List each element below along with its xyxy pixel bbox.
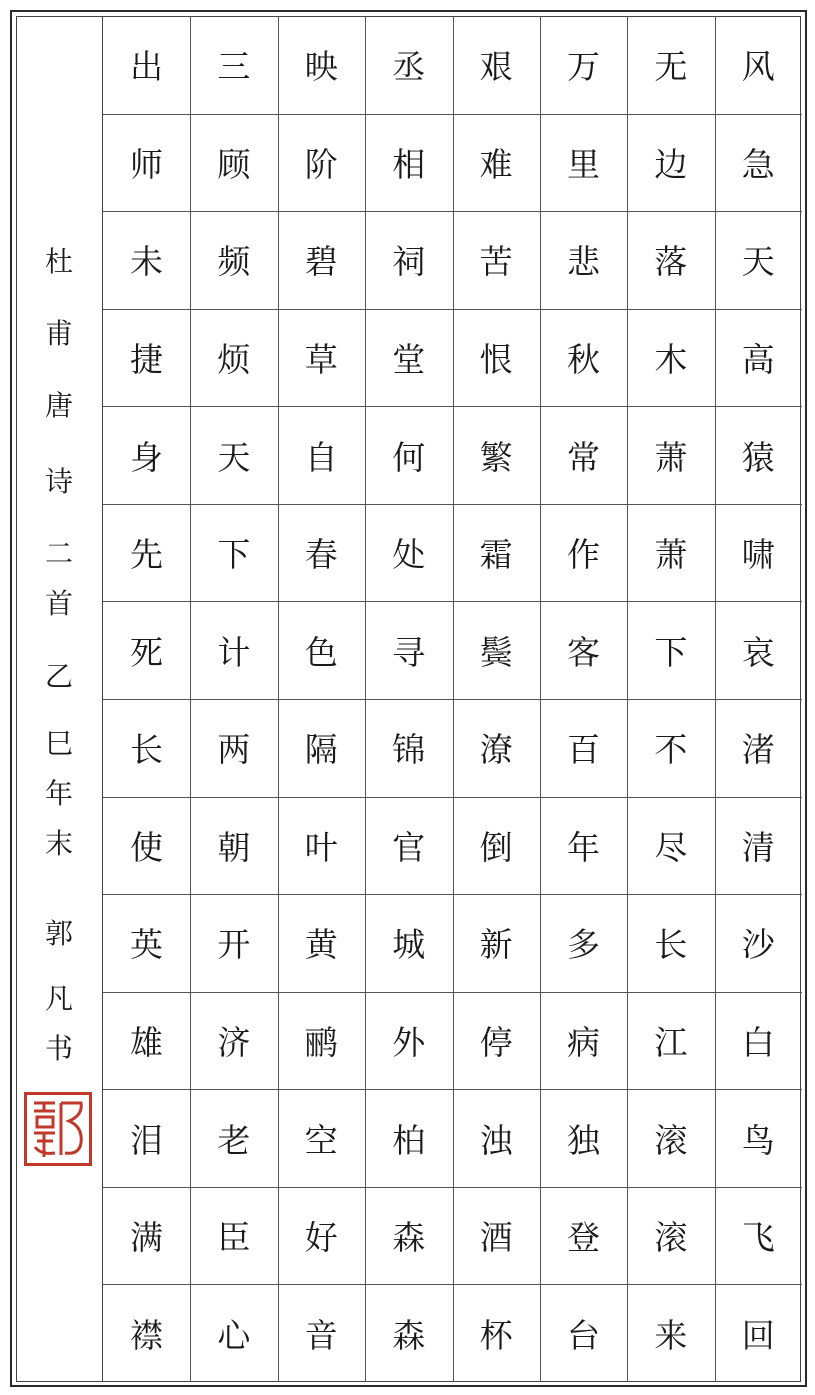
grid-cell-character: 急 — [741, 144, 775, 184]
grid-cell-character: 满 — [130, 1218, 163, 1258]
grid-cell-character: 鬓 — [479, 632, 513, 672]
grid-cell-character: 台 — [567, 1315, 600, 1355]
grid-cell-character: 天 — [217, 437, 251, 477]
grid-cell-character: 相 — [392, 144, 426, 184]
grid-cell-character: 先 — [130, 535, 163, 575]
grid-cell-character: 下 — [217, 535, 251, 575]
grid-cell-character: 出 — [130, 47, 163, 87]
grid-cell-character: 阶 — [304, 144, 338, 184]
grid-cell-character: 潦 — [479, 730, 513, 770]
grid-cell-character: 堂 — [392, 339, 426, 379]
signature-column — [16, 16, 102, 1382]
grid-cell-character: 外 — [392, 1022, 426, 1062]
grid-cell-character: 身 — [130, 437, 163, 477]
grid-cell-character: 尽 — [654, 827, 688, 867]
signature-character: 二 — [44, 537, 73, 570]
grid-cell-character: 老 — [217, 1120, 251, 1160]
grid-cell-character: 白 — [741, 1022, 775, 1062]
grid-cell-character: 何 — [392, 437, 426, 477]
grid-cell-character: 江 — [654, 1022, 688, 1062]
signature-character: 诗 — [44, 465, 73, 498]
grid-cell-character: 哀 — [741, 632, 775, 672]
grid-cell-character: 春 — [304, 535, 338, 575]
grid-cell-character: 难 — [479, 144, 513, 184]
grid-cell-character: 官 — [392, 827, 426, 867]
signature-character: 郭 — [44, 917, 73, 950]
signature-character: 唐 — [44, 389, 73, 422]
signature-character: 凡 — [44, 982, 73, 1015]
grid-cell-character: 处 — [392, 535, 426, 575]
grid-cell-character: 不 — [654, 730, 688, 770]
grid-cell-character: 森 — [392, 1218, 426, 1258]
signature-character: 书 — [44, 1032, 73, 1065]
grid-cell-character: 开 — [217, 925, 251, 965]
grid-cell-character: 啸 — [741, 535, 775, 575]
grid-cell-character: 鹂 — [304, 1022, 338, 1062]
grid-cell-character: 落 — [654, 242, 688, 282]
grid-cell-character: 襟 — [130, 1315, 163, 1355]
grid-cell-character: 悲 — [567, 242, 600, 282]
grid-cell-character: 沙 — [741, 925, 775, 965]
grid-cell-character: 师 — [130, 144, 163, 184]
grid-cell-character: 城 — [392, 925, 426, 965]
grid-cell-character: 登 — [567, 1218, 600, 1258]
grid-cell-character: 长 — [654, 925, 688, 965]
grid-cell-character: 频 — [217, 242, 251, 282]
grid-cell-character: 里 — [567, 144, 600, 184]
grid-cell-character: 年 — [567, 827, 600, 867]
seal-glyph-icon — [29, 1097, 87, 1161]
signature-character: 巳 — [44, 727, 73, 760]
grid-cell-character: 隔 — [304, 730, 338, 770]
grid-cell-character: 自 — [304, 437, 338, 477]
grid-cell-character: 映 — [304, 47, 338, 87]
poem-column — [453, 16, 540, 1382]
grid-cell-character: 色 — [304, 632, 338, 672]
grid-cell-character: 两 — [217, 730, 251, 770]
grid-cell-character: 病 — [567, 1022, 600, 1062]
grid-cell-character: 雄 — [130, 1022, 163, 1062]
grid-cell-character: 常 — [567, 437, 600, 477]
grid-cell-character: 渚 — [741, 730, 775, 770]
grid-cell-character: 计 — [217, 632, 251, 672]
grid-cell-character: 浊 — [479, 1120, 513, 1160]
grid-cell-character: 无 — [654, 47, 688, 87]
signature-character: 首 — [44, 587, 73, 620]
grid-cell-character: 顾 — [217, 144, 251, 184]
grid-cell-character: 使 — [130, 827, 163, 867]
grid-cell-character: 木 — [654, 339, 688, 379]
poem-column — [627, 16, 714, 1382]
grid-cell-character: 捷 — [130, 339, 163, 379]
grid-cell-character: 萧 — [654, 535, 688, 575]
grid-cell-character: 艰 — [479, 47, 513, 87]
signature-character: 乙 — [44, 660, 73, 693]
grid-cell-character: 未 — [130, 242, 163, 282]
grid-cell-character: 停 — [479, 1022, 513, 1062]
grid-cell-character: 寻 — [392, 632, 426, 672]
grid-cell-character: 祠 — [392, 242, 426, 282]
poem-column — [365, 16, 452, 1382]
red-seal-stamp — [24, 1092, 92, 1166]
grid-cell-character: 酒 — [479, 1218, 513, 1258]
grid-cell-character: 万 — [567, 47, 600, 87]
poem-column — [278, 16, 365, 1382]
grid-cell-character: 倒 — [479, 827, 513, 867]
grid-cell-character: 朝 — [217, 827, 251, 867]
poem-column — [103, 16, 190, 1382]
grid-cell-character: 音 — [304, 1315, 338, 1355]
grid-cell-character: 三 — [217, 47, 251, 87]
grid-cell-character: 泪 — [130, 1120, 163, 1160]
grid-cell-character: 飞 — [741, 1218, 775, 1258]
grid-cell-character: 草 — [304, 339, 338, 379]
grid-cell-character: 霜 — [479, 535, 513, 575]
signature-character: 甫 — [44, 317, 73, 350]
grid-cell-character: 鸟 — [741, 1120, 775, 1160]
grid-cell-character: 天 — [741, 242, 775, 282]
grid-cell-character: 叶 — [304, 827, 338, 867]
grid-cell-character: 客 — [567, 632, 600, 672]
grid-cell-character: 丞 — [392, 47, 426, 87]
poem-column — [715, 16, 802, 1382]
grid-cell-character: 猿 — [741, 437, 775, 477]
grid-cell-character: 碧 — [304, 242, 338, 282]
grid-cell-character: 回 — [741, 1315, 775, 1355]
grid-cell-character: 萧 — [654, 437, 688, 477]
grid-cell-character: 独 — [567, 1120, 600, 1160]
grid-cell-character: 锦 — [392, 730, 426, 770]
grid-cell-character: 森 — [392, 1315, 426, 1355]
grid-cell-character: 好 — [304, 1218, 338, 1258]
grid-cell-character: 臣 — [217, 1218, 251, 1258]
grid-cell-character: 空 — [304, 1120, 338, 1160]
poem-column — [190, 16, 277, 1382]
calligraphy-grid — [102, 16, 801, 1382]
grid-cell-character: 烦 — [217, 339, 251, 379]
signature-character: 杜 — [44, 245, 73, 278]
grid-cell-character: 秋 — [567, 339, 600, 379]
grid-cell-character: 边 — [654, 144, 688, 184]
grid-cell-character: 来 — [654, 1315, 688, 1355]
grid-cell-character: 死 — [130, 632, 163, 672]
poem-column — [540, 16, 627, 1382]
grid-cell-character: 新 — [479, 925, 513, 965]
signature-character: 年 — [44, 777, 73, 810]
grid-cell-character: 杯 — [479, 1315, 513, 1355]
grid-cell-character: 滚 — [654, 1120, 688, 1160]
grid-cell-character: 百 — [567, 730, 600, 770]
grid-cell-character: 长 — [130, 730, 163, 770]
grid-cell-character: 黄 — [304, 925, 338, 965]
signature-character: 末 — [44, 827, 73, 860]
grid-cell-character: 济 — [217, 1022, 251, 1062]
grid-cell-character: 英 — [130, 925, 163, 965]
grid-cell-character: 繁 — [479, 437, 513, 477]
grid-cell-character: 心 — [217, 1315, 251, 1355]
grid-cell-character: 清 — [741, 827, 775, 867]
grid-cell-character: 柏 — [392, 1120, 426, 1160]
grid-cell-character: 风 — [741, 47, 775, 87]
grid-cell-character: 高 — [741, 339, 775, 379]
grid-cell-character: 滚 — [654, 1218, 688, 1258]
grid-cell-character: 作 — [567, 535, 600, 575]
grid-cell-character: 恨 — [479, 339, 513, 379]
grid-cell-character: 苦 — [479, 242, 513, 282]
grid-cell-character: 下 — [654, 632, 688, 672]
grid-cell-character: 多 — [567, 925, 600, 965]
